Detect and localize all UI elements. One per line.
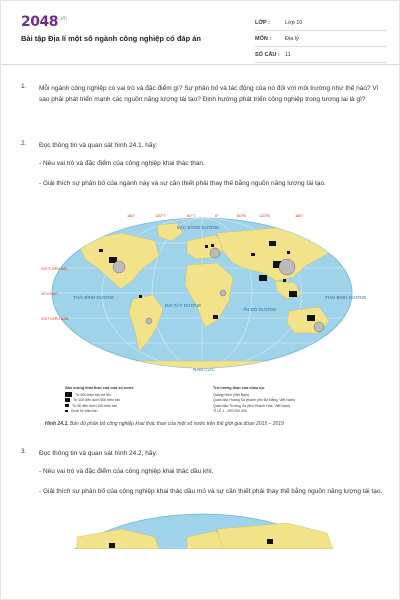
question-text: Đọc thông tin và quan sát hình 24.2, hãy: <box>39 450 158 457</box>
legend-item: Từ 50 đến dưới 100 triệu tấn <box>65 403 134 409</box>
question-subitem: - Giải thích sự phân bố của ngành này và sự cần thiết phải thay thế bằng nguồn năng lượng tái tạo. <box>39 180 326 187</box>
lon-label: 180° <box>295 213 304 218</box>
legend-item: Từ 500 triệu tấn trở lên <box>65 392 134 398</box>
meta-value: Địa lý <box>285 35 299 42</box>
meta-value: 11 <box>285 51 291 58</box>
meta-value: Lớp 10 <box>285 19 303 26</box>
meta-table <box>255 15 387 63</box>
lat-label: CHÍ TUYẾN BẮC <box>41 267 68 271</box>
ocean-label: THÁI BÌNH DƯƠNG <box>325 295 367 300</box>
marker-indonesia <box>289 291 297 297</box>
world-map-coal <box>37 211 367 381</box>
lon-label: 60°Đ <box>237 213 246 218</box>
meta-row-grade <box>255 15 387 31</box>
question-number: 2. <box>21 140 27 147</box>
marker-oil <box>109 543 115 548</box>
legend-item: Quần đảo Trường Sa (tỉnh Khánh Hòa, Việt Nam) <box>213 403 290 408</box>
meta-row-subject <box>255 31 387 47</box>
legend-title: Sản lượng khai thác của một số nước <box>65 386 134 390</box>
marker-germany <box>205 245 208 248</box>
legend-swatch <box>65 404 69 407</box>
figure-caption <box>45 421 375 427</box>
meta-key: MÔN : <box>255 35 272 42</box>
lon-label: 180° <box>127 213 136 218</box>
reserve-north-america <box>113 261 125 273</box>
lat-label: XÍCH ĐẠO <box>41 292 58 296</box>
legend-item: Từ 100 đến dưới 500 triệu tấn <box>65 398 134 404</box>
map-scale: TỈ LỆ 1 : 200 000 000 <box>213 409 247 414</box>
question-text: Mỗi ngành công nghiệp có vai trò và đặc điểm gì? Sự phân bố và tác động của nó đối với môi trường như thế nào? Vì sao phải phát triển mạnh các nguồn năng lượng tái tạo? Định hướng phát triển công nghiệp trong tương lai là gì? <box>39 85 379 103</box>
world-map-oil-partial <box>37 509 367 549</box>
reserve-europe <box>210 248 220 258</box>
marker-mongolia <box>287 251 290 254</box>
site-logo[interactable]: $2048^{.vn}$ <box>21 14 67 30</box>
header <box>1 1 400 65</box>
question-number: 1. <box>21 83 27 90</box>
legend-item: Quần đảo Hoàng Sa (thành phố Đà Nẵng, Việt Nam) <box>213 398 295 403</box>
marker-russia <box>269 241 276 246</box>
ocean-label: NAM CỰC <box>193 367 215 372</box>
reserve-asia <box>279 259 295 275</box>
legend-column-reserves <box>213 386 295 414</box>
question-text: Đọc thông tin và quan sát hình 24.1, hãy: <box>39 142 158 149</box>
marker-colombia <box>139 295 142 298</box>
legend-swatch <box>65 392 72 397</box>
lon-label: 120°Đ <box>259 213 271 218</box>
ocean-label: ĐẠI TÂY DƯƠNG <box>165 303 202 308</box>
legend-title: Trữ lượng than của châu lục <box>213 386 265 390</box>
figure-caption-text: Bản đồ phân bố công nghiệp khai thác than của một số nước trên thế giới giai đoạn 2015 – 2019 <box>70 421 284 427</box>
ocean-label: ẤN ĐỘ DƯƠNG <box>243 307 277 312</box>
question-number: 3. <box>21 448 27 455</box>
marker-south-africa <box>213 315 218 319</box>
legend-item: Dưới 50 triệu tấn <box>65 409 134 415</box>
question-subitem: - Nêu vai trò và đặc điểm của công nghiệp khai thác than. <box>39 160 205 167</box>
legend-swatch <box>65 398 70 402</box>
figure-label: Hình 24.1. <box>45 421 69 427</box>
reserve-oceania <box>314 322 324 332</box>
ocean-label: THÁI BÌNH DƯƠNG <box>73 295 115 300</box>
map-legend <box>65 386 365 422</box>
lat-label: CHÍ TUYẾN NAM <box>41 317 69 321</box>
meta-key: LỚP : <box>255 19 270 26</box>
page-title: Bài tập Địa lí một số ngành công nghiệp có đáp án <box>21 34 202 43</box>
lon-label: 60°T <box>187 213 196 218</box>
meta-row-count <box>255 47 387 63</box>
reserve-south-america <box>146 318 152 324</box>
question-subitem: - Nêu vai trò và đặc điểm của công nghiệp khai thác dầu khí. <box>39 468 214 475</box>
marker-kazakhstan <box>251 253 255 256</box>
ocean-label: BẮC BĂNG DƯƠNG <box>177 225 220 230</box>
marker-vietnam <box>283 279 286 282</box>
lon-label: 0° <box>215 213 219 218</box>
legend-column-production <box>65 386 134 414</box>
marker-canada <box>99 249 103 252</box>
lon-label: 120°T <box>155 213 166 218</box>
marker-australia <box>307 315 315 321</box>
marker-poland <box>211 244 214 247</box>
marker-oil <box>267 539 273 544</box>
marker-india <box>259 275 267 281</box>
meta-key: SỐ CÂU : <box>255 51 280 58</box>
reserve-africa <box>220 290 226 296</box>
question-subitem: - Giải thích sự phân bố của công nghiệp khai thác dầu mỏ và sự cần thiết phải thay thế bằng nguồn năng lượng tái tạo. <box>39 488 383 495</box>
legend-item: Quảng Ninh (Việt Nam) <box>213 392 250 397</box>
legend-swatch <box>65 410 68 412</box>
